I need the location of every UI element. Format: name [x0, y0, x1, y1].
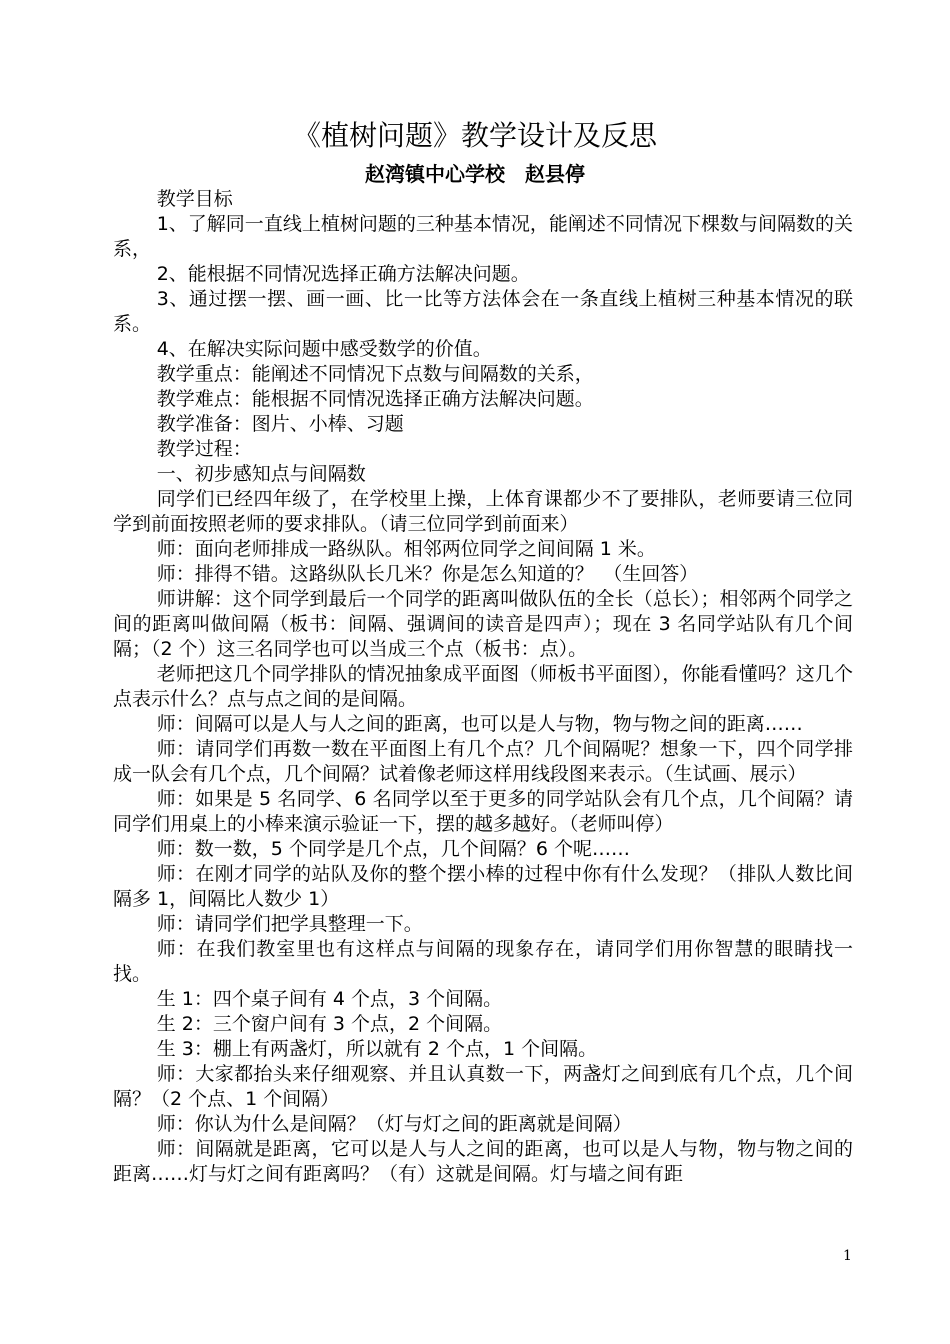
paragraph: 师：在我们教室里也有这样点与间隔的现象存在，请同学们用你智慧的眼睛找一找。 — [113, 938, 853, 985]
document-body — [113, 187, 853, 1187]
paragraph: 同学们已经四年级了，在学校里上操，上体育课都少不了要排队，老师要请三位同学到前面按照老师的要求排队。（请三位同学到前面来） — [113, 488, 853, 535]
document-author: 赵湾镇中心学校 赵县停 — [365, 162, 585, 186]
heading-teaching-goals: 教学目标 — [156, 188, 233, 210]
document-title: 《植树问题》教学设计及反思 — [292, 119, 657, 152]
paragraph: 师：间隔可以是人与人之间的距离，也可以是人与物，物与物之间的距离…… — [156, 713, 803, 735]
goal-3: 3、通过摆一摆、画一画、比一比等方法体会在一条直线上植树三种基本情况的联系。 — [113, 288, 853, 335]
heading-teaching-process: 教学过程： — [156, 438, 252, 460]
paragraph: 师：你认为什么是间隔？（灯与灯之间的距离就是间隔） — [156, 1113, 632, 1135]
paragraph: 老师把这几个同学排队的情况抽象成平面图（师板书平面图），你能看懂吗？这几个点表示什么？点与点之间的是间隔。 — [113, 663, 853, 710]
paragraph: 师：如果是 5 名同学、6 名同学以至于更多的同学站队会有几个点，几个间隔？请同学们用桌上的小棒来演示验证一下，摆的越多越好。（老师叫停） — [113, 788, 853, 835]
paragraph: 师：请同学们把学具整理一下。 — [156, 913, 423, 935]
paragraph: 师：在刚才同学的站队及你的整个摆小棒的过程中你有什么发现？（排队人数比间隔多 1，间隔比人数少 1） — [113, 863, 853, 910]
paragraph: 师讲解：这个同学到最后一个同学的距离叫做队伍的全长（总长）；相邻两个同学之间的距离叫做间隔（板书：间隔、强调间的读音是四声）；现在 3 名同学站队有几个间隔；（2 个）这三名同学也可以当成三个点（板书：点）。 — [113, 588, 853, 660]
teaching-key-point: 教学重点：能阐述不同情况下点数与间隔数的关系， — [156, 363, 594, 385]
paragraph: 生 1：四个桌子间有 4 个点，3 个间隔。 — [156, 988, 503, 1010]
paragraph: 师：请同学们再数一数在平面图上有几个点？几个间隔呢？想象一下，四个同学排成一队会有几个点，几个间隔？试着像老师这样用线段图来表示。（生试画、展示） — [113, 738, 853, 785]
goal-2: 2、能根据不同情况选择正确方法解决问题。 — [156, 263, 530, 285]
section-heading-1: 一、初步感知点与间隔数 — [156, 463, 366, 485]
paragraph: 师：面向老师排成一路纵队。相邻两位同学之间间隔 1 米。 — [156, 538, 656, 560]
paragraph: 师：大家都抬头来仔细观察、并且认真数一下，两盏灯之间到底有几个点，几个间隔？（2 个点、1 个间隔） — [113, 1063, 853, 1110]
goal-4: 4、在解决实际问题中感受数学的价值。 — [156, 338, 492, 360]
teaching-difficulty: 教学难点：能根据不同情况选择正确方法解决问题。 — [156, 388, 594, 410]
paragraph: 生 2：三个窗户间有 3 个点，2 个间隔。 — [156, 1013, 503, 1035]
teaching-preparation: 教学准备：图片、小棒、习题 — [156, 413, 404, 435]
paragraph: 师：排得不错。这路纵队长几米？你是怎么知道的？ （生回答） — [156, 563, 699, 585]
paragraph: 生 3：棚上有两盏灯，所以就有 2 个点，1 个间隔。 — [156, 1038, 598, 1060]
paragraph: 师：间隔就是距离，它可以是人与人之间的距离，也可以是人与物，物与物之间的距离……灯与灯之间有距离吗？（有）这就是间隔。灯与墙之间有距 — [113, 1138, 853, 1185]
paragraph: 师：数一数，5 个同学是几个点，几个间隔？6 个呢…… — [156, 838, 630, 860]
page-number: 1 — [843, 1248, 852, 1264]
goal-1: 1、了解同一直线上植树问题的三种基本情况，能阐述不同情况下棵数与间隔数的关系， — [113, 213, 853, 260]
